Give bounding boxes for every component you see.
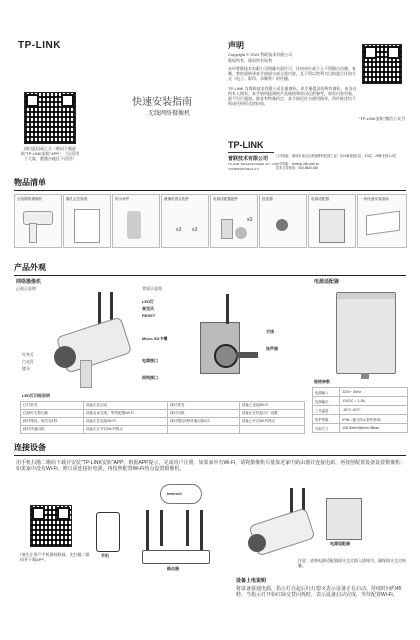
cover-logo: TP-LINK	[18, 40, 61, 51]
label-antenna: 天线	[266, 329, 274, 334]
guide-title: 快速安装指南	[132, 97, 192, 108]
table-row: 红灯常亮 设备正在启动 绿灯常亮 设备已连接Wi-Fi	[21, 402, 305, 410]
adapter-title: 电源适配器	[314, 279, 340, 285]
notice-text: 注意：请将电源适配器插头完全插入插座内，确保插头完全接触。	[298, 558, 406, 568]
table-row: 绿灯快速闪烁 设备正在开启Wi-Fi热点	[21, 426, 305, 434]
connect-adapter-label: 电源适配器	[330, 541, 350, 546]
company-logo: TP-LINK	[228, 140, 264, 150]
appearance-rule	[14, 275, 406, 276]
camera-front-image	[40, 290, 135, 390]
company-website: 公司网址：www.tp-link.com.cn	[276, 162, 320, 166]
camera-back-note: 背面示意图	[142, 286, 162, 291]
contents-item-torque: 扭矩器	[259, 194, 307, 248]
declaration-trademark: TP-LINK 为普联技术有限公司注册商标。本手册提及的所有商标，由各自所有人拥有。本手册所提到的产品规格和资讯仅供参考，如有内容更新，恕不另行通知。除非有特殊约定，本手册仅作为使用指导，所作陈述均不构成任何形式的担保。	[228, 86, 357, 106]
label-spot: 白光灯	[22, 359, 34, 364]
contents-item-sticker: 爆孔定位贴纸	[63, 194, 111, 248]
power-title: 设备上电说明	[236, 578, 267, 584]
company-address: 公司地址：深圳市南山区深南路科技园工业厂房24栋南段1层、3-5层、28栋北段1-4层	[276, 154, 397, 158]
company-hotline: 技术支持热线：400-8830-630	[276, 166, 319, 170]
company-name-en: TP-LINK TECHNOLOGIES CO., LTD.	[228, 162, 279, 166]
connect-rule	[14, 455, 406, 456]
table-row: 外形尺寸 108.8mm×68mm×38mm	[313, 424, 408, 433]
label-mic: 麦克风	[142, 306, 154, 311]
connect-app-note: *请先让用户手机保持联网，先扫描二维码并下载APP。	[20, 552, 90, 562]
declaration-rights: 版权所有，保留所有权利	[228, 58, 272, 63]
declaration-copyright: Copyright © 2022 普联技术有限公司	[228, 52, 293, 57]
led-table	[20, 401, 305, 434]
contents-item-mount: 摄像机固定配件 x3 x3	[161, 194, 209, 248]
phone-image	[96, 512, 120, 552]
table-row: 电源输出 12VDC ⎓ 1.5A	[313, 397, 408, 406]
label-ir: 红外灯	[22, 352, 34, 357]
label-lens: 镜头	[22, 366, 30, 371]
contents-item-camera: 无线网络摄像机	[14, 194, 62, 248]
label-net-port: 网络接口	[142, 375, 158, 380]
company-divider	[228, 152, 274, 153]
company-doc-id: 7103505183 REV1.0.0	[228, 167, 259, 171]
table-row: 防护等级 IP66（配合防水套件使用）	[313, 415, 408, 424]
camera-title: 网络摄像机	[16, 279, 42, 285]
contents-rule	[14, 190, 406, 191]
spec-table	[312, 387, 408, 433]
label-sd: Micro SD卡槽	[142, 336, 168, 341]
table-row: 工作温度 -30℃~60℃	[313, 406, 408, 415]
label-speaker: 扬声器	[266, 346, 278, 351]
company-name: 普联技术有限公司	[228, 156, 269, 162]
label-power-port: 电源接口	[142, 358, 158, 363]
power-text: 将设备接通电源，指示灯亮起后红灯熄灭表示设备正在启动，持续时间约45秒。当指示灯开始红绿交替闪烁时，表示设备启动完成，等待配置Wi-Fi。	[236, 586, 402, 598]
led-table-title: LED灯闪烁说明	[22, 393, 50, 398]
camera-back-image	[196, 292, 262, 386]
internet-label: Internet	[167, 491, 182, 496]
connect-camera-image	[240, 488, 320, 568]
contents-item-waterproof: 防水套件	[112, 194, 160, 248]
spec-title: 规格参数	[314, 379, 330, 384]
connect-title: 连接设备	[14, 443, 46, 452]
camera-front-note: 正视示意图	[16, 286, 36, 291]
connect-adapter-image	[326, 498, 362, 540]
wechat-qr-code	[362, 44, 402, 84]
connect-app-qr-code	[30, 505, 72, 547]
label-reset: RESET	[142, 313, 156, 318]
guide-subtitle: 无线网络摄像机	[148, 111, 191, 117]
table-row: 电源输入 220V~ 50Hz	[313, 388, 408, 397]
contents-item-guide: 一体快速安装指南	[357, 194, 407, 248]
declaration-body: 未经普联技术有限公司明确书面许可，任何单位或个人不得擅自仿制、复制、誊抄或转译本手册部分或全部内容，且不得以营利为目的进行任何方式（电子、影印、录制等）的传播。	[228, 66, 356, 81]
contents-item-adapter-parts: 电源适配器配件 x3	[210, 194, 258, 248]
table-row: 红绿灯交替闪烁 设备启动完成，等待配置Wi-Fi 绿灯闪烁 设备正在恢复出厂设置	[21, 410, 305, 418]
label-led: LED灯	[142, 299, 154, 304]
table-row: 绿灯慢闪，再次变1秒 设备正在连接Wi-Fi 绿灯慢闪2秒快速闪烁2次 设备已开启Wi-Fi热点	[21, 418, 305, 426]
connect-intro: 用手机扫描二维码下载并安装“TP-LINK安防”APP。根据APP提示，完成用户注册。如果家中有Wi-Fi，请将摄像机尽量靠近家中路由器并连接电源，再按照配置设备设置摄像机；如果家中没有Wi-Fi，则只需连接好电源，再按照配置Wi-Fi热点设置摄像机。	[16, 460, 406, 472]
adapter-image	[336, 292, 396, 374]
app-qr-code	[24, 92, 76, 144]
contents-title: 物品清单	[14, 178, 46, 187]
phone-label: 手机	[101, 553, 109, 558]
router-image	[140, 510, 210, 564]
wechat-qr-caption: "TP-LINK安防"微信公众号	[358, 116, 406, 121]
contents-item-power-adapter: 电源适配器	[308, 194, 356, 248]
router-label: 路由器	[167, 566, 179, 571]
app-qr-note: 请扫此码或上方二维码下载最新"TP-LINK安防"APP！（仅适用于大陆，港澳台地区不适用）	[20, 146, 80, 161]
declaration-title: 声明	[228, 41, 244, 50]
appearance-title: 产品外观	[14, 263, 46, 272]
